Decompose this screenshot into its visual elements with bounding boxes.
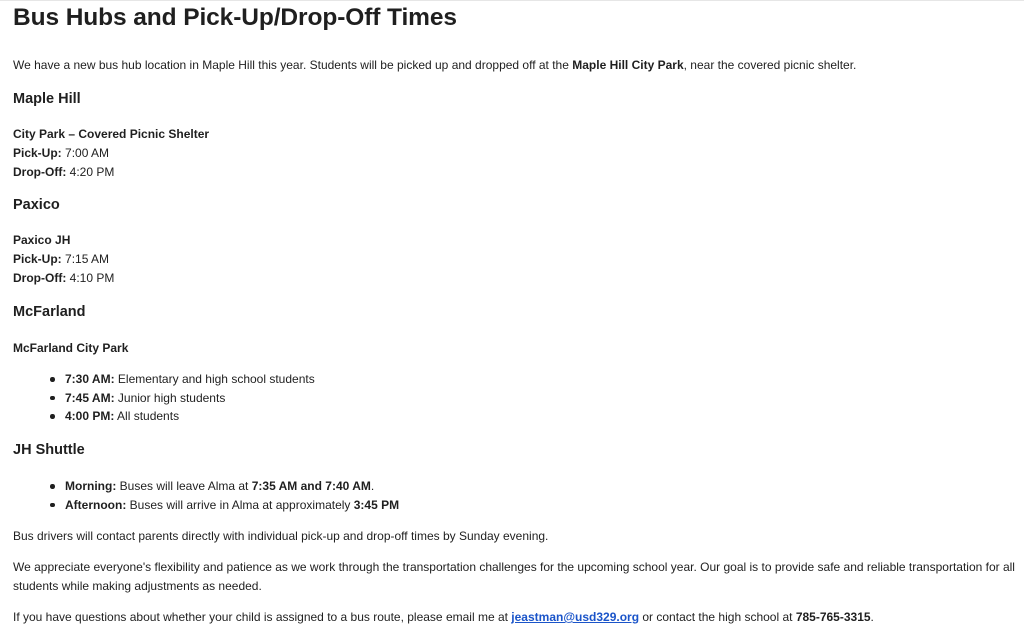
pickup-label: Pick-Up: [13,146,62,160]
morning-times: 7:35 AM and 7:40 AM [251,479,371,493]
contact-text-middle: or contact the high school at [639,610,796,624]
pickup-time: 7:15 AM [61,252,110,266]
contact-paragraph [13,608,874,626]
time-label: 7:45 AM: [65,390,115,405]
contact-text: If you have questions about whether your child is assigned to a bus route, please email me at [13,610,512,624]
time-description: Elementary and high school students [114,372,315,386]
maple-hill-heading: Maple Hill [13,91,81,107]
list-item [65,370,315,389]
dropoff-time: 4:20 PM [66,165,115,179]
paxico-location-label: Paxico JH [13,233,71,247]
time-label: 7:30 AM: [65,372,115,386]
pickup-label: Pick-Up: [13,252,62,266]
list-item [65,496,399,515]
paxico-pickup [13,250,109,268]
phone-number: 785-765-3315 [795,610,871,624]
list-item [65,407,315,426]
morning-text: Buses will leave Alma at [116,479,252,493]
maple-hill-pickup [13,144,109,162]
email-link[interactable]: jeastman@usd329.org [511,610,640,624]
afternoon-label: Afternoon: [65,497,127,512]
maple-hill-location [13,125,209,143]
list-item [65,389,315,408]
morning-label: Morning: [65,479,117,493]
paxico-location [13,231,70,249]
time-label: 4:00 PM: [65,409,115,423]
page-title: Bus Hubs and Pick-Up/Drop-Off Times [13,4,457,31]
mcfarland-times-list [13,370,315,426]
afternoon-text: Buses will arrive in Alma at approximately [126,497,354,512]
mcfarland-location-label: McFarland City Park [13,341,129,355]
jh-shuttle-heading: JH Shuttle [13,442,85,458]
dropoff-label: Drop-Off: [13,271,67,285]
paxico-heading: Paxico [13,197,60,213]
maple-hill-dropoff [13,163,114,181]
afternoon-time: 3:45 PM [353,497,400,512]
paxico-dropoff [13,269,114,287]
intro-text-end: , near the covered picnic shelter. [683,58,857,72]
time-description: All students [114,409,180,423]
intro-paragraph [13,56,856,74]
intro-text: We have a new bus hub location in Maple Hill this year. Students will be picked up and dropped off at the [13,58,573,72]
maple-hill-location-label: City Park – Covered Picnic Shelter [13,127,210,141]
mcfarland-heading: McFarland [13,304,86,320]
list-item [65,477,399,496]
morning-end: . [370,479,375,493]
top-divider [0,0,1024,1]
appreciation-paragraph: We appreciate everyone's flexibility and patience as we work through the transportation challenges for the upcoming school year. Our goal is to provide safe and reliable transportation for all students while making adjustments as needed. [13,560,1015,593]
drivers-note: Bus drivers will contact parents directly with individual pick-up and drop-off times by Sunday evening. [13,529,549,543]
jh-shuttle-list [13,477,399,514]
pickup-time: 7:00 AM [61,146,110,160]
contact-text-end: . [870,610,874,624]
mcfarland-location [13,339,128,357]
dropoff-time: 4:10 PM [66,271,115,285]
time-description: Junior high students [114,390,226,405]
intro-location: Maple Hill City Park [572,58,684,72]
dropoff-label: Drop-Off: [13,165,67,179]
